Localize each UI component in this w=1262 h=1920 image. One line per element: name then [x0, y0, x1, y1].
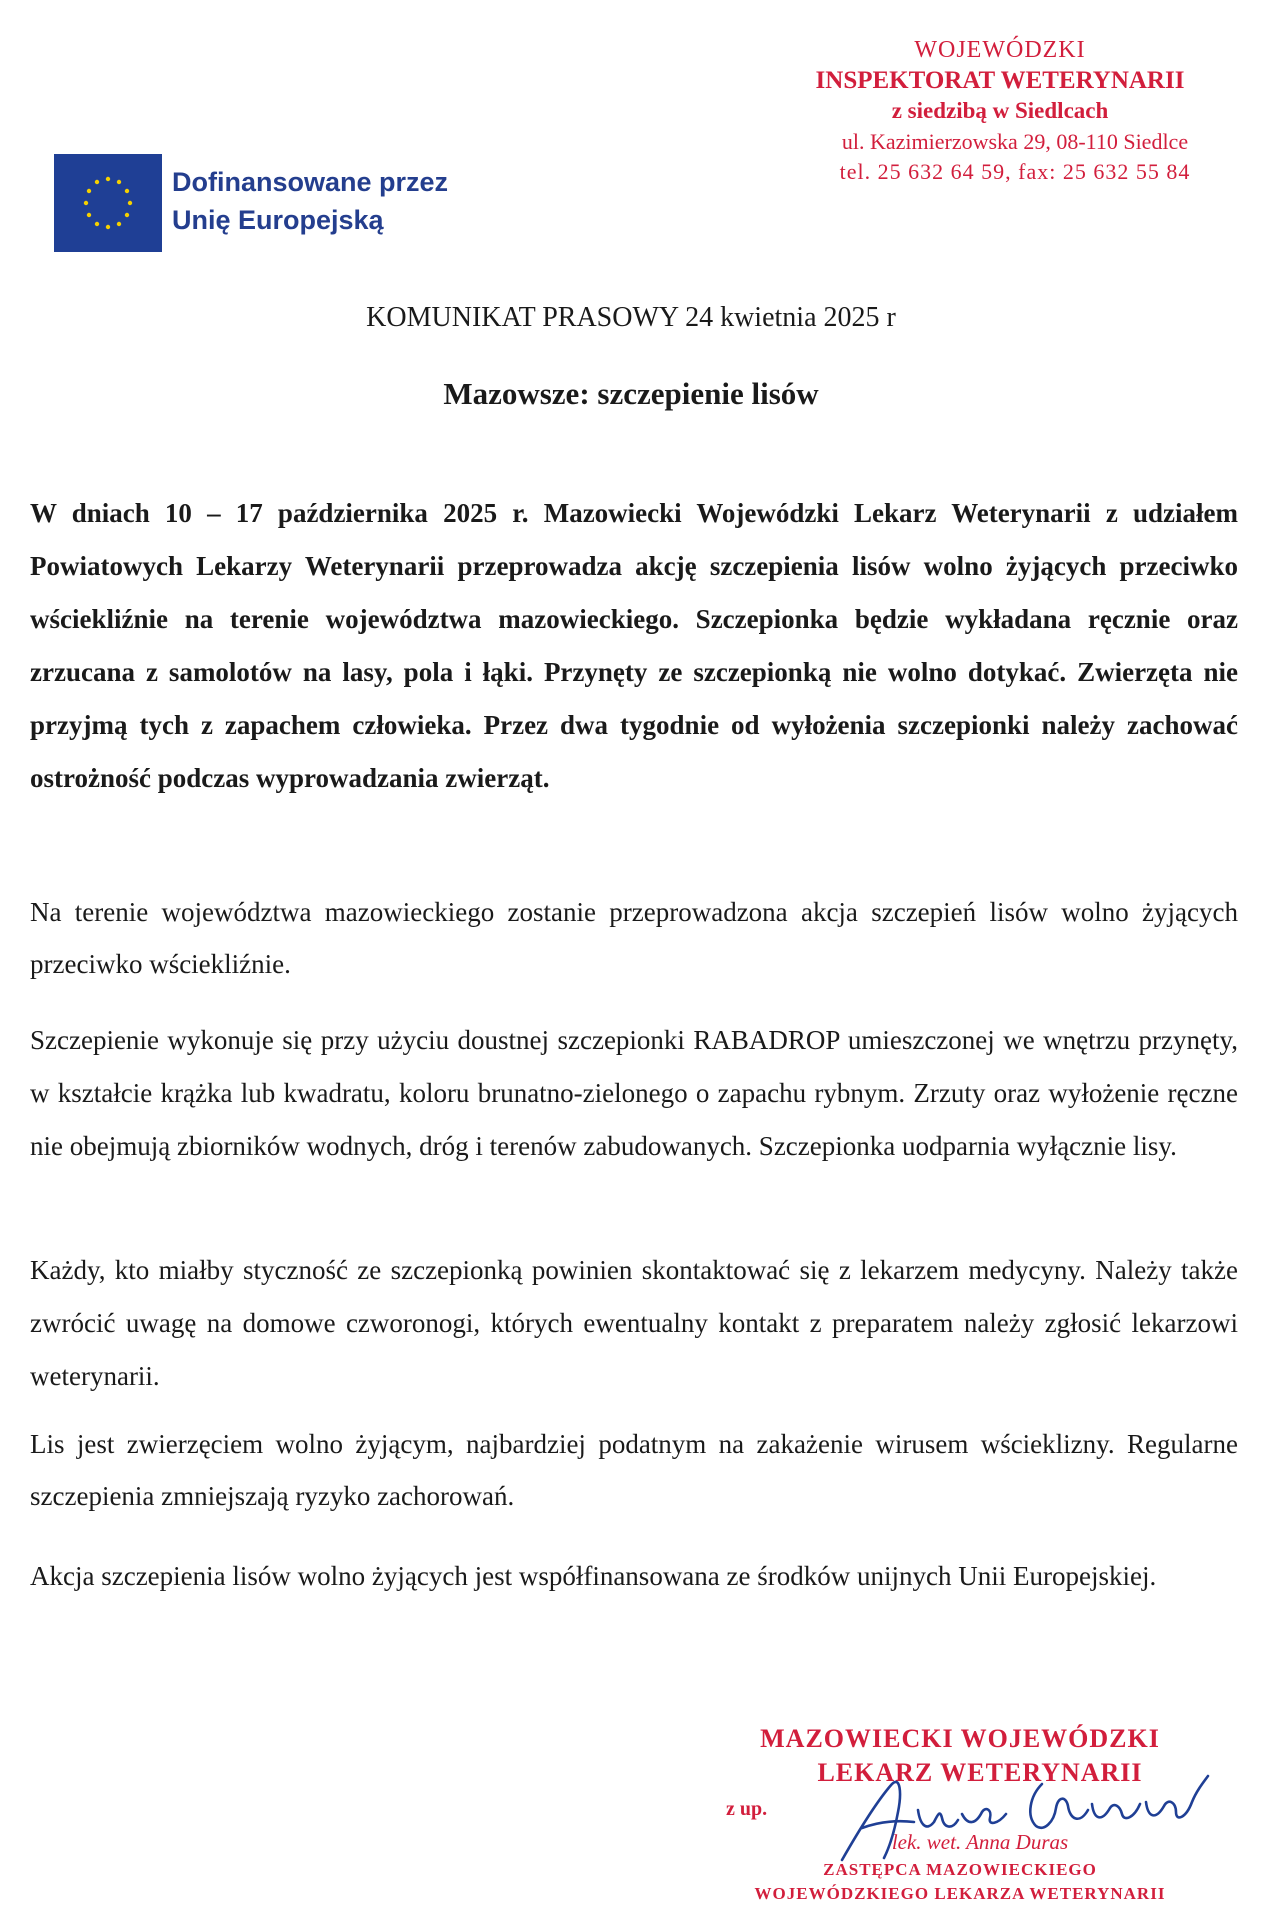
stamp-line2: LEKARZ WETERYNARII [817, 1758, 1143, 1787]
stamp-line1: MAZOWIECKI WOJEWÓDZKI [760, 1724, 1160, 1753]
paragraph-2: Na terenie województwa mazowieckiego zostanie przeprowadzona akcja szczepień lisów wolno żyjących przeciwko wściekliźnie. [30, 897, 1238, 979]
eu-flag-icon [54, 154, 162, 252]
letterhead-line1: WOJEWÓDZKI [914, 37, 1086, 63]
stamp-on-behalf: z up. [726, 1798, 768, 1820]
letterhead-line2: INSPEKTORAT WETERYNARII [815, 67, 1185, 94]
stamp-line4: WOJEWÓDZKIEGO LEKARZA WETERYNARII [754, 1884, 1166, 1903]
signatory-name: lek. wet. Anna Duras [891, 1830, 1069, 1854]
letterhead-phone: tel. 25 632 64 59, fax: 25 632 55 84 [839, 159, 1191, 184]
paragraph-6: Akcja szczepienia lisów wolno żyjących jest współfinansowana ze środków unijnych Unii Europejskiej. [30, 1561, 1157, 1591]
page-title: Mazowsze: szczepienie lisów [443, 376, 819, 411]
paragraph-4: Każdy, kto miałby styczność ze szczepionką powinien skontaktować się z lekarzem medycyny. Należy także zwrócić uwagę na domowe czworonogi, których ewentualny kontakt z preparatem należy zgłosić lekarzowi weterynarii. [30, 1255, 1238, 1391]
press-release-line: KOMUNIKAT PRASOWY 24 kwietnia 2025 r [366, 302, 896, 333]
paragraph-5: Lis jest zwierzęciem wolno żyjącym, najbardziej podatnym na zakażenie wirusem wścieklizny. Regularne szczepienia zmniejszają ryzyko zachorowań. [30, 1429, 1238, 1511]
eu-funding-line1: Dofinansowane przez [172, 167, 449, 197]
paragraph-3: Szczepienie wykonuje się przy użyciu doustnej szczepionki RABADROP umieszczonej we wnętrzu przynęty, w kształcie krążka lub kwadratu, koloru brunatno-zielonego o zapachu rybnym. Zrzuty oraz wyłożenie ręczne nie obejmują zbiorników wodnych, dróg i terenów zabudowanych. Szczepionka uodparnia wyłącznie lisy. [30, 1025, 1238, 1161]
letterhead-line3: z siedzibą w Siedlcach [891, 98, 1109, 123]
signature-stamp [690, 1722, 1230, 1903]
paragraph-1: W dniach 10 – 17 października 2025 r. Mazowiecki Wojewódzki Lekarz Weterynarii z udziałem Powiatowych Lekarzy Weterynarii przeprowadza akcję szczepienia lisów wolno żyjących przeciwko wściekliźnie na terenie województwa mazowieckiego. Szczepionka będzie wykładana ręcznie oraz zrzucana z samolotów na lasy, pola i łąki. Przynęty ze szczepionką nie wolno dotykać. Zwierzęta nie przyjmą tych z zapachem człowieka. Przez dwa tygodnie od wyłożenia szczepionki należy zachować ostrożność podczas wyprowadzania zwierząt. [30, 498, 1238, 793]
handwritten-signature-icon [830, 1762, 1230, 1872]
eu-funding-line2: Unię Europejską [172, 205, 384, 235]
eu-funding-text [172, 163, 448, 239]
stamp-line3: ZASTĘPCA MAZOWIECKIEGO [823, 1860, 1097, 1879]
letterhead-address: ul. Kazimierzowska 29, 08-110 Siedlce [841, 129, 1189, 154]
inspectorate-letterhead [760, 34, 1240, 186]
